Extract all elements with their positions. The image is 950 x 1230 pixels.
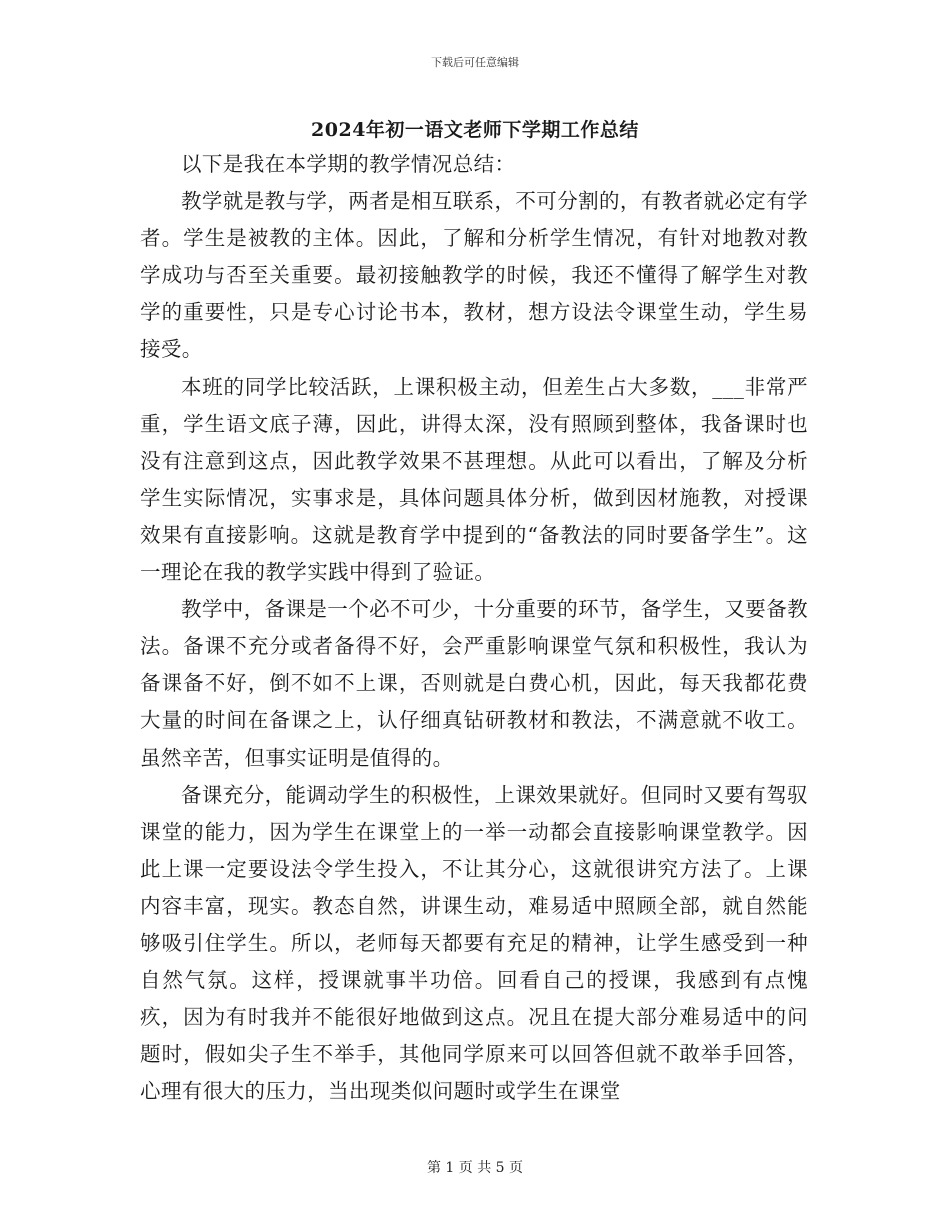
- page-footer: 第 1 页 共 5 页: [426, 1160, 524, 1176]
- paragraph-teaching: 教学就是教与学，两者是相互联系，不可分割的，有教者就必定有学者。学生是被教的主体。因此，了解和分析学生情况，有针对地教对教学成功与否至关重要。最初接触教学的时候，我还不懂得了解学生对教学的重要性，只是专心讨论书本，教材，想方设法令课堂生动，学生易接受。: [140, 189, 808, 362]
- paragraph-lesson-preparation: 教学中，备课是一个必不可少，十分重要的环节，备学生，又要备教法。备课不充分或者备得不好，会严重影响课堂气氛和积极性，我认为备课备不好，倒不如不上课，否则就是白费心机，因此，每天我都花费大量的时间在备课之上，认仔细真钻研教材和教法，不满意就不收工。虽然辛苦，但事实证明是值得的。: [140, 597, 808, 770]
- document-title: 2024年初一语文老师下学期工作总结: [311, 119, 639, 141]
- paragraph-intro: 以下是我在本学期的教学情况总结：: [181, 152, 516, 176]
- header-note: 下载后可任意编辑: [431, 56, 519, 69]
- document-body: [140, 146, 808, 1110]
- paragraph-class-situation: 本班的同学比较活跃，上课积极主动，但差生占大多数，___非常严重，学生语文底子薄，因此，讲得太深，没有照顾到整体，我备课时也没有注意到这点，因此教学效果不甚理想。从此可以看出，了解及分析学生实际情况，实事求是，具体问题具体分析，做到因材施教，对授课效果有直接影响。这就是教育学中提到的“备教法的同时要备学生”。这一理论在我的教学实践中得到了验证。: [140, 374, 808, 585]
- paragraph-classroom-control: 备课充分，能调动学生的积极性，上课效果就好。但同时又要有驾驭课堂的能力，因为学生在课堂上的一举一动都会直接影响课堂教学。因此上课一定要设法令学生投入，不让其分心，这就很讲究方法了。上课内容丰富，现实。教态自然，讲课生动，难易适中照顾全部，就自然能够吸引住学生。所以，老师每天都要有充足的精神，让学生感受到一种自然气氛。这样，授课就事半功倍。回看自己的授课，我感到有点愧疚，因为有时我并不能很好地做到这点。况且在提大部分难易适中的问题时，假如尖子生不举手，其他同学原来可以回答但就不敢举手回答，心理有很大的压力，当出现类似问题时或学生在课堂: [140, 782, 808, 1104]
